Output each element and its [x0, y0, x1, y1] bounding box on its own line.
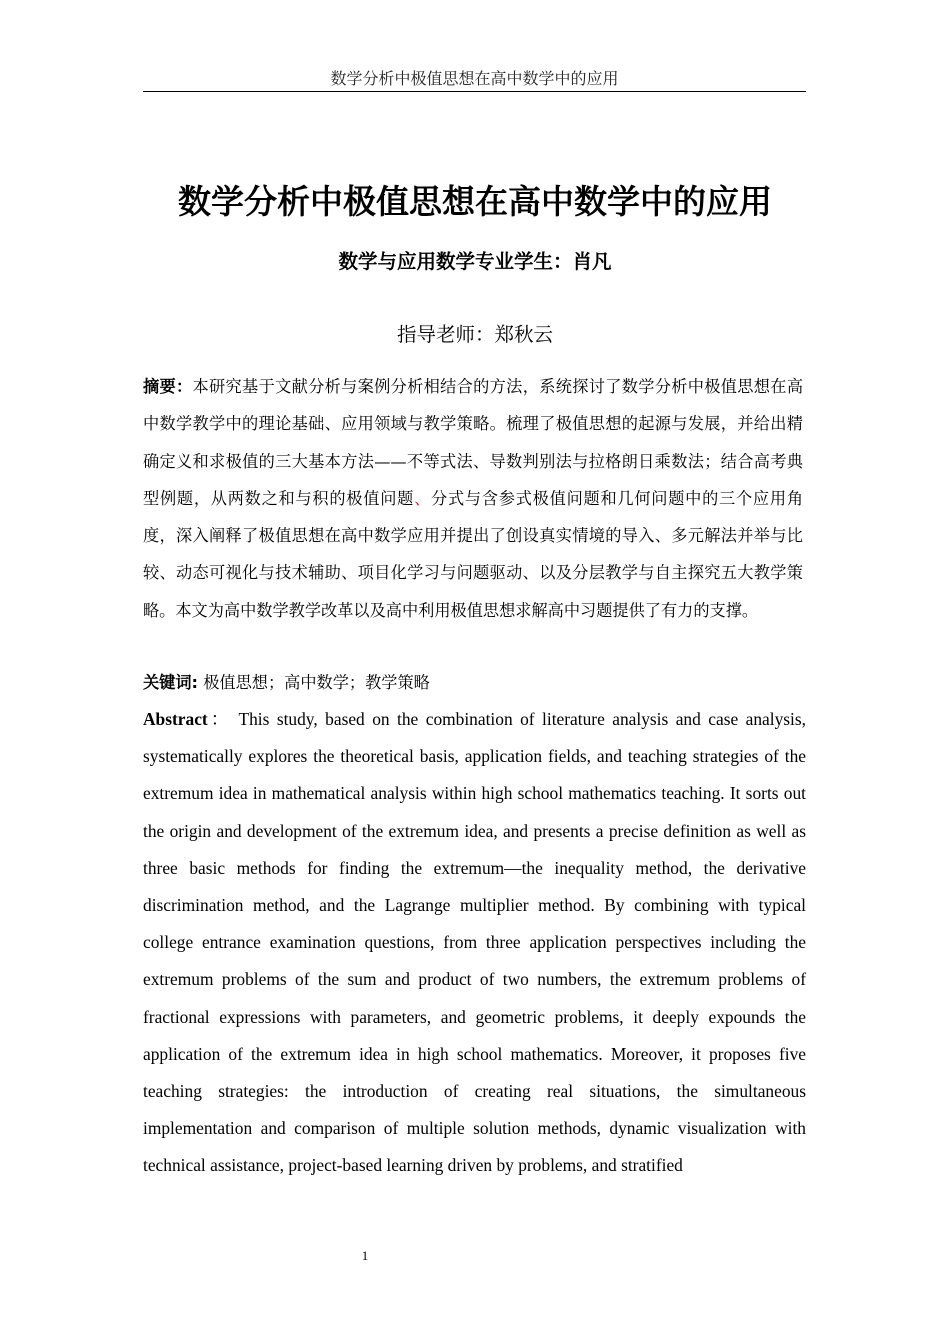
abstract-cn-red-mark: 、: [414, 488, 432, 508]
abstract-cn-text-1: 本研究基于文献分析与案例分析相结合的方法，系统探讨了数学分析中极值思想在高中数学教学中的理论基础、应用领域与教学策略。梳理了极值思想的起源与发展，并给出精确定义和求极值的三大基本方法——不等式法、导数判别法与拉格朗日乘数法；结合高考典型例题，从两数之和与积的极值问题: [143, 377, 804, 508]
abstract-en: [143, 701, 806, 1185]
abstract-cn: [143, 368, 803, 629]
abstract-en-colon: ：: [207, 709, 232, 729]
author-line: 数学与应用数学专业学生：肖凡: [338, 250, 612, 273]
abstract-en-label: Abstract: [143, 709, 208, 729]
abstract-en-text: This study, based on the combination of literature analysis and case analysis, systematically explores the theoretical basis, application fields, and teaching strategies of the extremum idea in mathematical analysis within high school mathematics teaching. It sorts out the origin and development of the extremum idea, and presents a precise definition as well as three basic methods for finding the extremum—the inequality method, the derivative discrimination method, and the Lagrange multiplier method. By combining with typical college entrance examination questions, from three application perspectives including the extremum problems of the sum and product of two numbers, the extremum problems of fractional expressions with parameters, and geometric problems, it deeply expounds the application of the extremum idea in high school mathematics. Moreover, it proposes five teaching strategies: the introduction of creating real situations, the simultaneous implementation and comparison of multiple solution methods, dynamic visualization with technical assistance, project-based learning driven by problems, and stratified: [143, 709, 806, 1176]
page-number: 1: [361, 1248, 369, 1263]
keywords-cn: [143, 664, 803, 701]
abstract-cn-text-2: 分式与含参式极值问题和几何问题中的三个应用角度，深入阐释了极值思想在高中数学应用并提出了创设真实情境的导入、多元解法并举与比较、动态可视化与技术辅助、项目化学习与问题驱动、以及分层教学与自主探究五大教学策略。本文为高中数学教学改革以及高中利用极值思想求解高中习题提供了有力的支撑。: [143, 488, 804, 620]
keywords-cn-text: 极值思想；高中数学；教学策略: [198, 673, 430, 692]
keywords-cn-label: 关键词:: [143, 673, 199, 692]
paper-title: 数学分析中极值思想在高中数学中的应用: [178, 182, 772, 222]
abstract-cn-label: 摘要：: [143, 377, 193, 396]
header-divider: [143, 91, 806, 92]
advisor-line: 指导老师：郑秋云: [396, 323, 553, 346]
running-header: 数学分析中极值思想在高中数学中的应用: [330, 69, 619, 88]
